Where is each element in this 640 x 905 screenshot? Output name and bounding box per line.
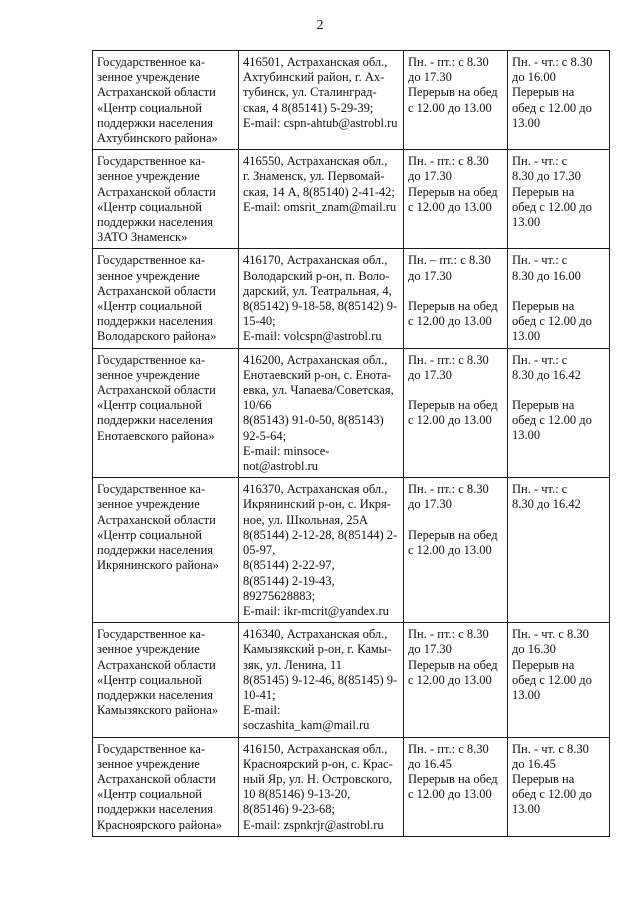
page-number: 2 xyxy=(316,18,324,33)
cell-text-line: Пн. - чт.: с xyxy=(512,352,568,367)
cell-text-line: Ахтубинский район, г. Ах- xyxy=(243,70,385,85)
cell-text-line: 8(85145) 9-12-46, 8(85145) 9- xyxy=(243,672,398,687)
cell-text-line: зенное учреждение xyxy=(97,169,200,184)
cell-text-line: Икрянинский р-он, с. Икря- xyxy=(243,497,391,512)
cell-text-line: Перерыв на обед xyxy=(408,85,498,100)
cell-text-line: ская, 4 8(85141) 5-29-39; xyxy=(243,100,374,115)
cell-text-line: Астраханской области xyxy=(97,283,216,298)
cell-text-line: 416200, Астраханская обл., xyxy=(243,352,388,367)
cell-text-line: Астраханской области xyxy=(97,383,216,398)
cell-text-line: 10 8(85146) 9-13-20, xyxy=(243,787,351,802)
cell-text-line: 416550, Астраханская обл., xyxy=(243,154,388,169)
institution-name-cell xyxy=(93,249,239,348)
working-hours-mon-fri-cell xyxy=(404,737,508,836)
cell-text-line: Перерыв на xyxy=(512,657,575,672)
cell-text-line: Красноярского района» xyxy=(97,817,223,832)
cell-text-line: «Центр социальной xyxy=(97,672,202,687)
cell-text-line: до 17.30 xyxy=(408,169,452,184)
cell-text-line: Пн. - пт.: с 8.30 xyxy=(408,627,489,642)
working-hours-mon-thu-cell xyxy=(508,249,610,348)
cell-text-line: поддержки населения xyxy=(97,687,214,702)
cell-text-line: Перерыв на обед xyxy=(408,298,498,313)
cell-text-line: Камызякского района» xyxy=(97,703,219,718)
cell-text-line: E-mail: omsrit_znam@mail.ru xyxy=(243,199,397,214)
cell-text-line: 92-5-64; xyxy=(243,428,287,443)
cell-text-line: Пн. - чт. с 8.30 xyxy=(512,627,589,642)
working-hours-mon-thu-cell xyxy=(508,150,610,249)
cell-text-line: Володарский р-он, п. Воло- xyxy=(243,268,390,283)
cell-text-line: «Центр социальной xyxy=(97,299,202,314)
cell-text-line: Перерыв на обед xyxy=(408,771,498,786)
cell-text-line: 8(85144) 2-22-97, xyxy=(243,558,335,573)
cell-text-line: дарский, ул. Театральная, 4, xyxy=(243,283,392,298)
cell-text-line: Перерыв на xyxy=(512,298,575,313)
cell-text-line: зенное учреждение xyxy=(97,367,200,382)
table-row xyxy=(93,478,610,623)
cell-text-line: ЗАТО Знаменск» xyxy=(97,230,188,245)
cell-text-line: обед с 12.00 до xyxy=(512,314,592,329)
cell-text-line: Пн. - чт.: с 8.30 xyxy=(512,55,593,69)
cell-text-line: евка, ул. Чапаева/Советская, xyxy=(243,383,394,398)
institution-name-cell xyxy=(93,348,239,478)
cell-text-line: 8(85143) 91-0-50, 8(85143) xyxy=(243,413,384,428)
cell-text-line: Красноярский р-он, с. Крас- xyxy=(243,756,393,771)
cell-text-line: not@astrobl.ru xyxy=(243,459,319,474)
cell-text-line: 8(85142) 9-18-58, 8(85142) 9- xyxy=(243,299,398,314)
cell-text-line: Перерыв на xyxy=(512,771,575,786)
cell-text-line: 8.30 до 16.00 xyxy=(512,268,581,283)
cell-text-line: 05-97, xyxy=(243,543,276,558)
cell-text-line: поддержки населения xyxy=(97,115,214,130)
cell-text-line: E-mail: volcspn@astrobl.ru xyxy=(243,329,382,344)
cell-text-line: Пн. - чт.: с xyxy=(512,154,568,169)
cell-text-line xyxy=(408,383,504,398)
address-contacts-cell xyxy=(239,150,404,249)
table-row xyxy=(93,348,610,478)
cell-text-line: 10/66 xyxy=(243,398,272,413)
cell-text-line: Володарского района» xyxy=(97,329,217,344)
institution-name-cell xyxy=(93,478,239,623)
cell-text-line: Перерыв на xyxy=(512,398,575,413)
cell-text-line: до 17.30 xyxy=(408,497,452,512)
cell-text-line: зенное учреждение xyxy=(97,756,200,771)
cell-text-line: 8(85146) 9-23-68; xyxy=(243,802,335,817)
cell-text-line: обед с 12.00 до xyxy=(512,413,592,428)
cell-text-line: с 12.00 до 13.00 xyxy=(408,413,492,428)
cell-text-line: поддержки населения xyxy=(97,215,214,230)
cell-text-line: Пн. - пт.: с 8.30 xyxy=(408,154,489,169)
cell-text-line: ное, ул. Школьная, 25А xyxy=(243,512,368,527)
cell-text-line: E-mail: zspnkrjr@astrobl.ru xyxy=(243,817,384,832)
cell-text-line xyxy=(408,284,504,299)
cell-text-line: поддержки населения xyxy=(97,802,214,817)
table-row xyxy=(93,737,610,836)
cell-text-line: 8.30 до 16.42 xyxy=(512,367,581,382)
working-hours-mon-fri-cell xyxy=(404,150,508,249)
working-hours-mon-thu-cell xyxy=(508,737,610,836)
cell-text-line: Государственное ка- xyxy=(97,482,206,497)
cell-text-line: до 17.30 xyxy=(408,367,452,382)
cell-text-line: Пн. - пт.: с 8.30 xyxy=(408,482,489,497)
cell-text-line: г. Знаменск, ул. Первомай- xyxy=(243,169,385,184)
cell-text-line: до 16.00 xyxy=(512,70,556,85)
table-row xyxy=(93,623,610,737)
cell-text-line: до 16.30 xyxy=(512,642,556,657)
cell-text-line: Перерыв на xyxy=(512,85,575,100)
working-hours-mon-thu-cell xyxy=(508,623,610,737)
address-contacts-cell xyxy=(239,737,404,836)
cell-text-line: поддержки населения xyxy=(97,314,214,329)
institution-name-cell xyxy=(93,150,239,249)
address-contacts-cell xyxy=(239,249,404,348)
cell-text-line: 416170, Астраханская обл., xyxy=(243,253,388,268)
cell-text-line: Астраханской области xyxy=(97,512,216,527)
cell-text-line: 15-40; xyxy=(243,314,276,329)
cell-text-line xyxy=(512,383,606,398)
cell-text-line: Енотаевский р-он, с. Енота- xyxy=(243,367,392,382)
working-hours-mon-thu-cell xyxy=(508,51,610,150)
cell-text-line xyxy=(512,284,606,299)
cell-text-line: Пн. - чт.: с xyxy=(512,253,568,268)
cell-text-line: зенное учреждение xyxy=(97,268,200,283)
cell-text-line: Государственное ка- xyxy=(97,627,206,642)
institution-name-cell xyxy=(93,623,239,737)
table-row xyxy=(93,249,610,348)
cell-text-line: Государственное ка- xyxy=(97,253,206,268)
cell-text-line: до 16.45 xyxy=(408,756,452,771)
cell-text-line: Астраханской области xyxy=(97,771,216,786)
working-hours-mon-fri-cell xyxy=(404,51,508,150)
institution-name-cell xyxy=(93,51,239,150)
institutions-table-body xyxy=(93,51,610,837)
institutions-table xyxy=(92,50,610,837)
working-hours-mon-fri-cell xyxy=(404,478,508,623)
address-contacts-cell xyxy=(239,348,404,478)
cell-text-line: «Центр социальной xyxy=(97,100,202,115)
cell-text-line: до 17.30 xyxy=(408,642,452,657)
cell-text-line: с 12.00 до 13.00 xyxy=(408,787,492,802)
cell-text-line: Перерыв на обед xyxy=(408,527,498,542)
cell-text-line: Астраханской области xyxy=(97,657,216,672)
cell-text-line: Государственное ка- xyxy=(97,352,206,367)
cell-text-line: Енотаевского района» xyxy=(97,428,215,443)
address-contacts-cell xyxy=(239,478,404,623)
cell-text-line: обед с 12.00 до xyxy=(512,100,592,115)
cell-text-line: 89275628883; xyxy=(243,588,316,603)
cell-text-line: 13.00 xyxy=(512,802,541,817)
cell-text-line: 13.00 xyxy=(512,215,541,230)
cell-text-line: Пн. – пт.: с 8.30 xyxy=(408,253,491,268)
cell-text-line: 8(85144) 2-12-28, 8(85144) 2- xyxy=(243,527,398,542)
working-hours-mon-fri-cell xyxy=(404,348,508,478)
cell-text-line: обед с 12.00 до xyxy=(512,787,592,802)
cell-text-line: Камызякский р-он, г. Камы- xyxy=(243,642,392,657)
cell-text-line: «Центр социальной xyxy=(97,398,202,413)
cell-text-line: soczashita_kam@mail.ru xyxy=(243,718,370,733)
cell-text-line: поддержки населения xyxy=(97,413,214,428)
cell-text-line: 13.00 xyxy=(512,428,541,443)
cell-text-line: Пн. - пт.: с 8.30 xyxy=(408,352,489,367)
cell-text-line: с 12.00 до 13.00 xyxy=(408,199,492,214)
cell-text-line: 8(85144) 2-19-43, xyxy=(243,573,335,588)
cell-text-line: 8.30 до 17.30 xyxy=(512,169,581,184)
table-row xyxy=(93,150,610,249)
cell-text-line: 10-41; xyxy=(243,687,276,702)
cell-text-line: 416150, Астраханская обл., xyxy=(243,741,388,756)
cell-text-line: с 12.00 до 13.00 xyxy=(408,672,492,687)
cell-text-line: «Центр социальной xyxy=(97,527,202,542)
working-hours-mon-fri-cell xyxy=(404,623,508,737)
cell-text-line: до 17.30 xyxy=(408,268,452,283)
cell-text-line: Пн. - чт. с 8.30 xyxy=(512,741,589,756)
cell-text-line: 416340, Астраханская обл., xyxy=(243,627,388,642)
cell-text-line: до 16.45 xyxy=(512,756,556,771)
cell-text-line: с 12.00 до 13.00 xyxy=(408,542,492,557)
cell-text-line: Перерыв на обед xyxy=(408,657,498,672)
cell-text-line: обед с 12.00 до xyxy=(512,672,592,687)
cell-text-line: зенное учреждение xyxy=(97,497,200,512)
cell-text-line: «Центр социальной xyxy=(97,787,202,802)
cell-text-line: Астраханской области xyxy=(97,85,216,100)
address-contacts-cell xyxy=(239,51,404,150)
cell-text-line: Государственное ка- xyxy=(97,154,206,169)
cell-text-line: Государственное ка- xyxy=(97,55,206,69)
cell-text-line: 13.00 xyxy=(512,115,541,130)
cell-text-line: 8.30 до 16.42 xyxy=(512,497,581,512)
cell-text-line: Пн. - пт.: с 8.30 xyxy=(408,55,489,69)
cell-text-line: 416370, Астраханская обл., xyxy=(243,482,388,497)
cell-text-line: E-mail: xyxy=(243,703,281,718)
cell-text-line: E-mail: minsoce- xyxy=(243,443,330,458)
cell-text-line: Перерыв на обед xyxy=(408,184,498,199)
cell-text-line: Астраханской области xyxy=(97,184,216,199)
cell-text-line: 416501, Астраханская обл., xyxy=(243,55,388,69)
cell-text-line: Икрянинского района» xyxy=(97,558,219,573)
cell-text-line: поддержки населения xyxy=(97,543,214,558)
cell-text-line: зенное учреждение xyxy=(97,70,200,85)
cell-text-line: 13.00 xyxy=(512,687,541,702)
cell-text-line: зенное учреждение xyxy=(97,642,200,657)
cell-text-line: ный Яр, ул. Н. Островского, xyxy=(243,771,393,786)
cell-text-line: «Центр социальной xyxy=(97,199,202,214)
cell-text-line: Перерыв на обед xyxy=(408,398,498,413)
cell-text-line xyxy=(408,513,504,528)
cell-text-line: E-mail: cspn-ahtub@astrobl.ru xyxy=(243,115,398,130)
cell-text-line: Пн. - пт.: с 8.30 xyxy=(408,741,489,756)
cell-text-line: до 17.30 xyxy=(408,70,452,85)
cell-text-line: обед с 12.00 до xyxy=(512,199,592,214)
institution-name-cell xyxy=(93,737,239,836)
table-row xyxy=(93,51,610,150)
cell-text-line: Перерыв на xyxy=(512,184,575,199)
cell-text-line: E-mail: ikr-mcrit@yandex.ru xyxy=(243,603,389,618)
working-hours-mon-thu-cell xyxy=(508,348,610,478)
cell-text-line: тубинск, ул. Сталинград- xyxy=(243,85,377,100)
cell-text-line: ская, 14 А, 8(85140) 2-41-42; xyxy=(243,184,395,199)
cell-text-line: Ахтубинского района» xyxy=(97,131,218,146)
cell-text-line: Государственное ка- xyxy=(97,741,206,756)
cell-text-line: зяк, ул. Ленина, 11 xyxy=(243,657,343,672)
working-hours-mon-fri-cell xyxy=(404,249,508,348)
cell-text-line: 13.00 xyxy=(512,329,541,344)
cell-text-line: Пн. - чт.: с xyxy=(512,482,568,497)
cell-text-line: с 12.00 до 13.00 xyxy=(408,314,492,329)
address-contacts-cell xyxy=(239,623,404,737)
cell-text-line: с 12.00 до 13.00 xyxy=(408,100,492,115)
working-hours-mon-thu-cell xyxy=(508,478,610,623)
